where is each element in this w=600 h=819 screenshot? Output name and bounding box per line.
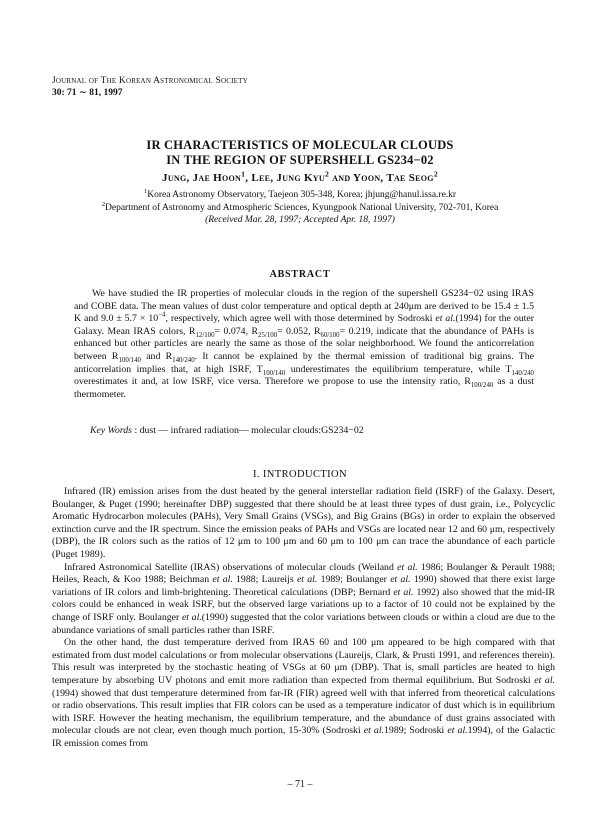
affiliation-1-text: Korea Astronomy Observatory, Taejeon 305-348, Korea; jhjung@hanul.issa.re.kr xyxy=(147,190,457,200)
author-separator: , xyxy=(245,172,252,184)
page-number: – 71 – xyxy=(287,779,313,790)
introduction-body xyxy=(52,486,555,750)
intro-paragraph-3: On the other hand, the dust temperature derived from IRAS 60 and 100 μm appeared to be high compared with that estimated from dust model calculations or from molecular observations (Laureijs, Clark, & Prusti 1991, and references therein). This result was interpreted by the stochastic heating of VSGs at 60 μm (DBP). That is, small particles are heated to high temperature by absorbing UV photons and emit more radiation than expected from thermal equilibrium. But Sodroski et al.(1994) showed that dust temperature determined from far-IR (FIR) agreed well with that inferred from theoretical calculations or radio observations. This result implies that FIR colors can be used as a temperature indicator of dust which is in equilibrium with ISRF. However the heating mechanism, the equilibrium temperature, and the abundance of dust grains associated with molecular clouds are not clear, even though much portion, 15-30% (Sodroski et al.1989; Sodroski et al.1994), of the Galactic IR emission comes from xyxy=(52,637,555,749)
keywords-text: : dust — infrared radiation— molecular clouds:GS234−02 xyxy=(132,425,364,436)
abstract-paragraph: We have studied the IR properties of molecular clouds in the region of the supershell GS234−02 using IRAS and COBE data. The mean values of dust color temperature and optical depth at 240μm are derived to be 15.4 ± 1.5 K and $9.0 \pm 5.7 \times 10^{-4}$, respectively, which agree well with those determined by Sodroski et al.(1994) for the outer Galaxy. Mean IRAS colors, $R_{12/100}= 0.074$, $R_{25/100}= 0.052$, $R_{60/100}= 0.219$, indicate that the abundance of PAHs is enhanced but other particles are nearly the same as those of the solar neighborhood. We found the anticorrelation between $R_{100/140}$ and $R_{140/240}$. It cannot be explained by the thermal emission of traditional big grains. The anticorrelation implies that, at high ISRF, $T_{100/140}$ underestimates the equilibrium temperature, while $T_{140/240}$ overestimates it and, at low ISRF, vice versa. Therefore we propose to use the intensity ratio, $R_{100/240}$ as a dust thermometer. xyxy=(74,288,535,400)
affiliation-2-text: Department of Astronomy and Atmospheric Sciences, Kyungpook National University, 702-701, Korea xyxy=(105,203,499,213)
title-line-1: IR CHARACTERISTICS OF MOLECULAR CLOUDS xyxy=(146,138,454,152)
author-separator: and xyxy=(329,172,354,184)
intro-paragraph-2: Infrared Astronomical Satellite (IRAS) observations of molecular clouds (Weiland et al. 1986; Boulanger & Perault 1988; Heiles, Reach, & Koo 1988; Beichman et al. 1988; Laureijs et al. 1989; Boulanger et al. 1990) showed that there exist large variations of IR colors and limb-brightening. Theoretical calculations (DBP; Bernard et al. 1992) also showed that the mid-IR colors could be enhanced in weak ISRF, but the observed large variations up to a factor of 10 could not be explained by the change of ISRF only. Boulanger et al.(1990) suggested that the color variations between clouds or within a cloud are due to the abundance variations of small particles rather than ISRF. xyxy=(52,561,556,636)
affiliation-2 xyxy=(0,202,600,214)
affiliation-1 xyxy=(0,189,600,201)
abstract-body xyxy=(74,288,534,401)
keywords xyxy=(90,425,364,436)
journal-name: Journal of The Korean Astronomical Society xyxy=(52,76,248,86)
author-1-affil: 1 xyxy=(241,169,246,179)
author-2: Lee, Jung Kyu xyxy=(251,172,325,184)
abstract-heading: ABSTRACT xyxy=(269,269,331,280)
keywords-label: Key Words xyxy=(90,425,132,436)
author-2-affil: 2 xyxy=(324,169,330,179)
paper-title xyxy=(0,138,600,168)
author-1: Jung, Jae Hoon xyxy=(162,172,242,184)
received-dates: (Received Mar. 28, 1997; Accepted Apr. 18, 1997) xyxy=(205,215,395,225)
affiliation-2-mark: 2 xyxy=(101,200,106,208)
journal-volume: 30: 71 ∼ 81, 1997 xyxy=(52,87,123,98)
section-heading: I. INTRODUCTION xyxy=(252,469,348,480)
title-line-2: IN THE REGION OF SUPERSHELL GS234−02 xyxy=(166,153,434,167)
journal-header xyxy=(52,76,248,99)
affiliation-1-mark: 1 xyxy=(143,187,148,195)
author-3-affil: 2 xyxy=(433,169,438,179)
author-list xyxy=(0,169,600,184)
author-3: Yoon, Tae Seog xyxy=(353,172,434,184)
intro-paragraph-1: Infrared (IR) emission arises from the dust heated by the general interstellar radiation field (ISRF) of the Galaxy. Desert, Boulanger, & Puget (1990; hereinafter DBP) suggested that there should be at least three types of dust grain, i.e., Polycyclic Aromatic Hydrocarbon molecules (PAHs), Very Small Grains (VSGs), and Big Grains (BGs) in order to explain the observed extinction curve and the IR spectrum. Since the emission peaks of PAHs and VSGs are located near 12 and 60 μm, respectively (DBP), the IR colors such as the ratios of 12 μm to 100 μm and 60 μm to 100 μm can trace the abundance of each particle (Puget 1989). xyxy=(52,486,555,560)
